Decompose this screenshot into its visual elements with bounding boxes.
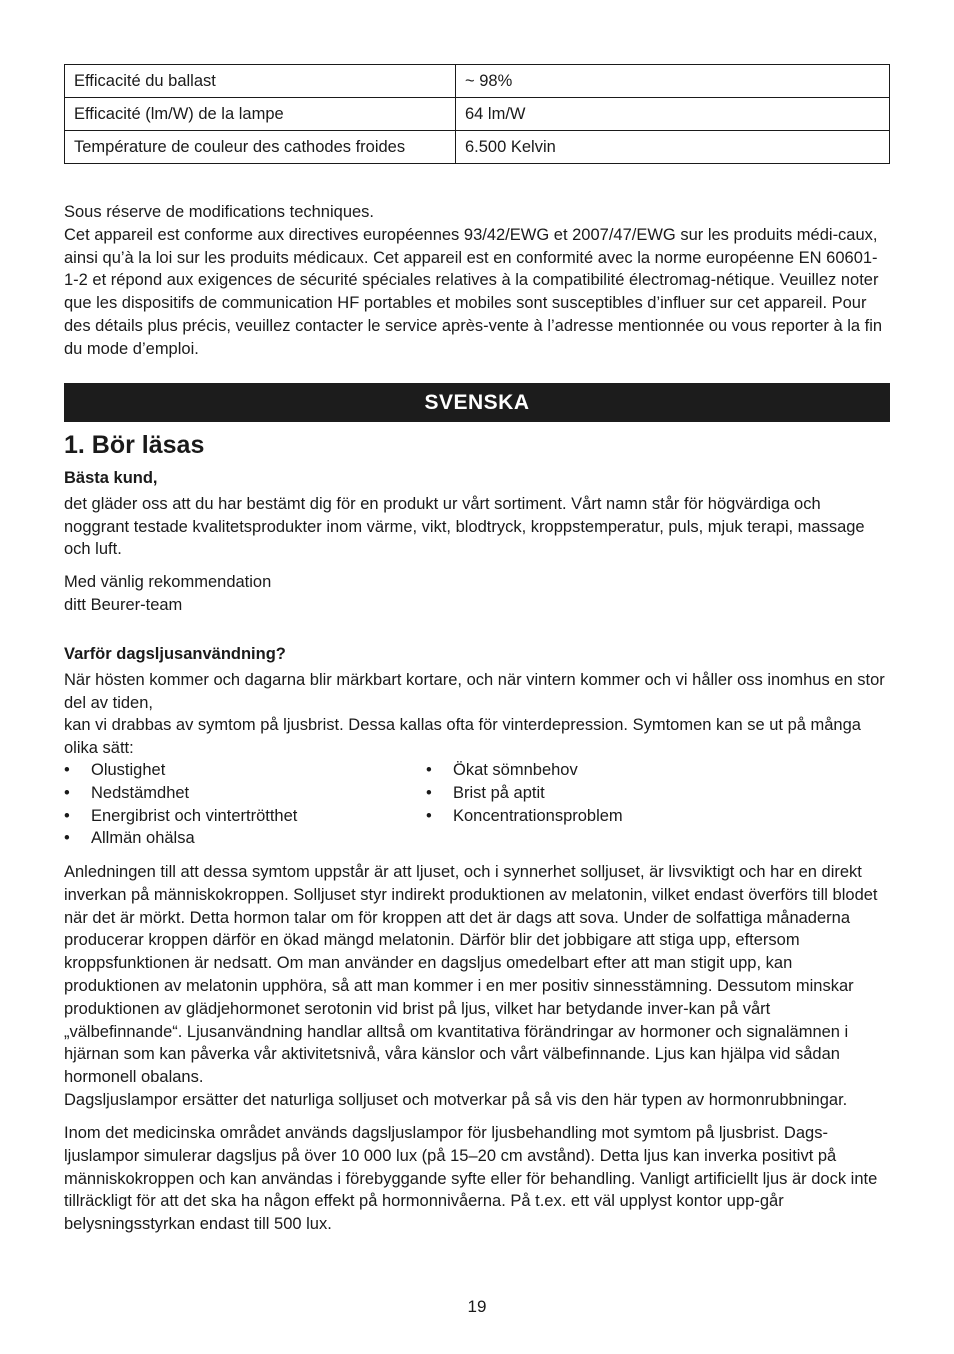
- explanation-section: [64, 861, 890, 1112]
- signature-line: ditt Beurer-team: [64, 595, 183, 614]
- symptom-column-left: [64, 759, 297, 850]
- french-notice: [64, 201, 890, 361]
- list-item-text: Allmän ohälsa: [91, 829, 195, 848]
- list-item: [64, 805, 297, 828]
- list-item-text: Brist på aptit: [453, 783, 545, 802]
- table-row: [65, 65, 890, 98]
- list-item-text: Koncentrationsproblem: [453, 806, 623, 825]
- section-heading: 1. Bör läsas: [64, 431, 205, 459]
- bullet: •: [64, 761, 70, 779]
- intro-section: [64, 467, 890, 561]
- spec-label: Température de couleur des cathodes froides: [65, 131, 456, 164]
- list-item: [426, 759, 623, 782]
- regards-line: Med vänlig rekommendation: [64, 573, 272, 591]
- symptom-column-right: [426, 759, 623, 827]
- spec-value: 6.500 Kelvin: [456, 131, 890, 164]
- bullet: •: [64, 806, 70, 825]
- list-item: [64, 782, 297, 805]
- list-item-text: Nedstämdhet: [91, 783, 190, 802]
- technical-changes-note: Sous réserve de modifications techniques.: [64, 203, 375, 221]
- medical-section: [64, 1122, 890, 1236]
- page-number: 19: [467, 1297, 487, 1316]
- list-item: [64, 759, 297, 782]
- list-item-text: Energibrist och vintertrötthet: [91, 806, 298, 825]
- spec-label: Efficacité (lm/W) de la lampe: [65, 98, 456, 131]
- explanation-paragraph: Anledningen till att dessa symtom uppstår är att ljuset, och i synnerhet solljuset, är livsviktigt och har en direkt inverkan på människokroppen. Solljuset styr indirekt produktionen av melatonin, vilket endast överförs till blodet när det är mörkt. Detta hormon talar om för kroppen att det är dags att sova. Under de solfattiga månaderna producerar kroppen därför en ökad mängd melatonin. Därför blir det jobbigare att stiga upp, eftersom kroppsfunktionen är nedsatt. Om man använder en dagsljus omedelbart efter att man stigit upp, kan produktionen av melatonin upphöra, så att man kommer i en mer positiv sinnesstämning. Dessutom minskar produktionen av glädjehormonet serotonin vid brist på ljus, vilket har betydande inver-kan på vårt „välbefinnande“. Ljusanvändning handlar alltså om kvantitativa förändringar av hormoner och signalämnen i hjärnan som kan påverka vår aktivitetsnivå, våra känslor och vårt välbefinnande. Ljus kan hjälpa vid sådan hormonell obalans.: [64, 863, 878, 1087]
- list-item: [426, 805, 623, 828]
- why-paragraph: När hösten kommer och dagarna blir märkbart kortare, och när vintern kommer och vi håller oss inomhus en stor del av tiden,: [64, 670, 885, 712]
- regards: [64, 571, 890, 617]
- spec-table: [64, 64, 890, 164]
- explanation-paragraph: Dagsljuslampor ersätter det naturliga solljuset och motverkar på så vis den här typen av hormonrubbningar.: [64, 1090, 848, 1109]
- bullet: •: [426, 783, 432, 802]
- symptom-list: [64, 759, 890, 851]
- medical-paragraph: Inom det medicinska området används dagsljuslampor för ljusbehandling mot symtom på ljusbrist. Dags-ljuslampor simulerar dagsljus på över 10 000 lux (på 15–20 cm avstånd). Detta ljus kan inverka positivt på människokroppen och kan användas i förebyggande syfte eller för behandling. Vanligt artificiellt ljus är dock inte tillräckligt för att det ska ha någon effekt på hormonnivåerna. På t.ex. ett väl upplyst kontor upp-går belysningsstyrkan endast till 500 lux.: [64, 1124, 878, 1234]
- list-item-text: Ökat sömnbehov: [453, 761, 578, 779]
- table-row: [65, 98, 890, 131]
- language-banner: SVENSKA: [64, 383, 890, 422]
- spec-value: ~ 98%: [456, 65, 890, 98]
- intro-paragraph: det gläder oss att du har bestämt dig för en produkt ur vårt sortiment. Vårt namn står för högvärdiga och noggrant testade kvalitetsprodukter inom värme, vikt, blodtryck, kroppstemperatur, puls, mjuk terapi, massage och luft.: [64, 494, 865, 559]
- spec-label: Efficacité du ballast: [65, 65, 456, 98]
- list-item: [64, 827, 297, 850]
- conformity-paragraph: Cet appareil est conforme aux directives européennes 93/42/EWG et 2007/47/EWG sur les produits médi-caux, ainsi qu’à la loi sur les produits médicaux. Cet appareil est en conformité avec la norme européenne EN 60601-1-2 et répond aux exigences de sécurité spéciales relatives à la compatibilité électromag-nétique. Veuillez noter que les dispositifs de communication HF portables et mobiles sont susceptibles d’influer sur cet appareil. Pour des détails plus précis, veuillez contacter le service après-vente à l’adresse mentionnée ou vous reporter à la fin du mode d’emploi.: [64, 225, 883, 358]
- table-row: [65, 131, 890, 164]
- greeting: Bästa kund,: [64, 469, 158, 487]
- list-item: [426, 782, 623, 805]
- list-item-text: Olustighet: [91, 761, 166, 779]
- bullet: •: [64, 783, 70, 802]
- subheading: Varför dagsljusanvändning?: [64, 645, 286, 663]
- bullet: •: [426, 806, 432, 825]
- bullet: •: [64, 829, 70, 848]
- spec-value: 64 lm/W: [456, 98, 890, 131]
- why-section: [64, 643, 890, 760]
- bullet: •: [426, 761, 432, 779]
- why-paragraph: kan vi drabbas av symtom på ljusbrist. Dessa kallas ofta för vinterdepression. Symtomen kan se ut på många olika sätt:: [64, 716, 861, 758]
